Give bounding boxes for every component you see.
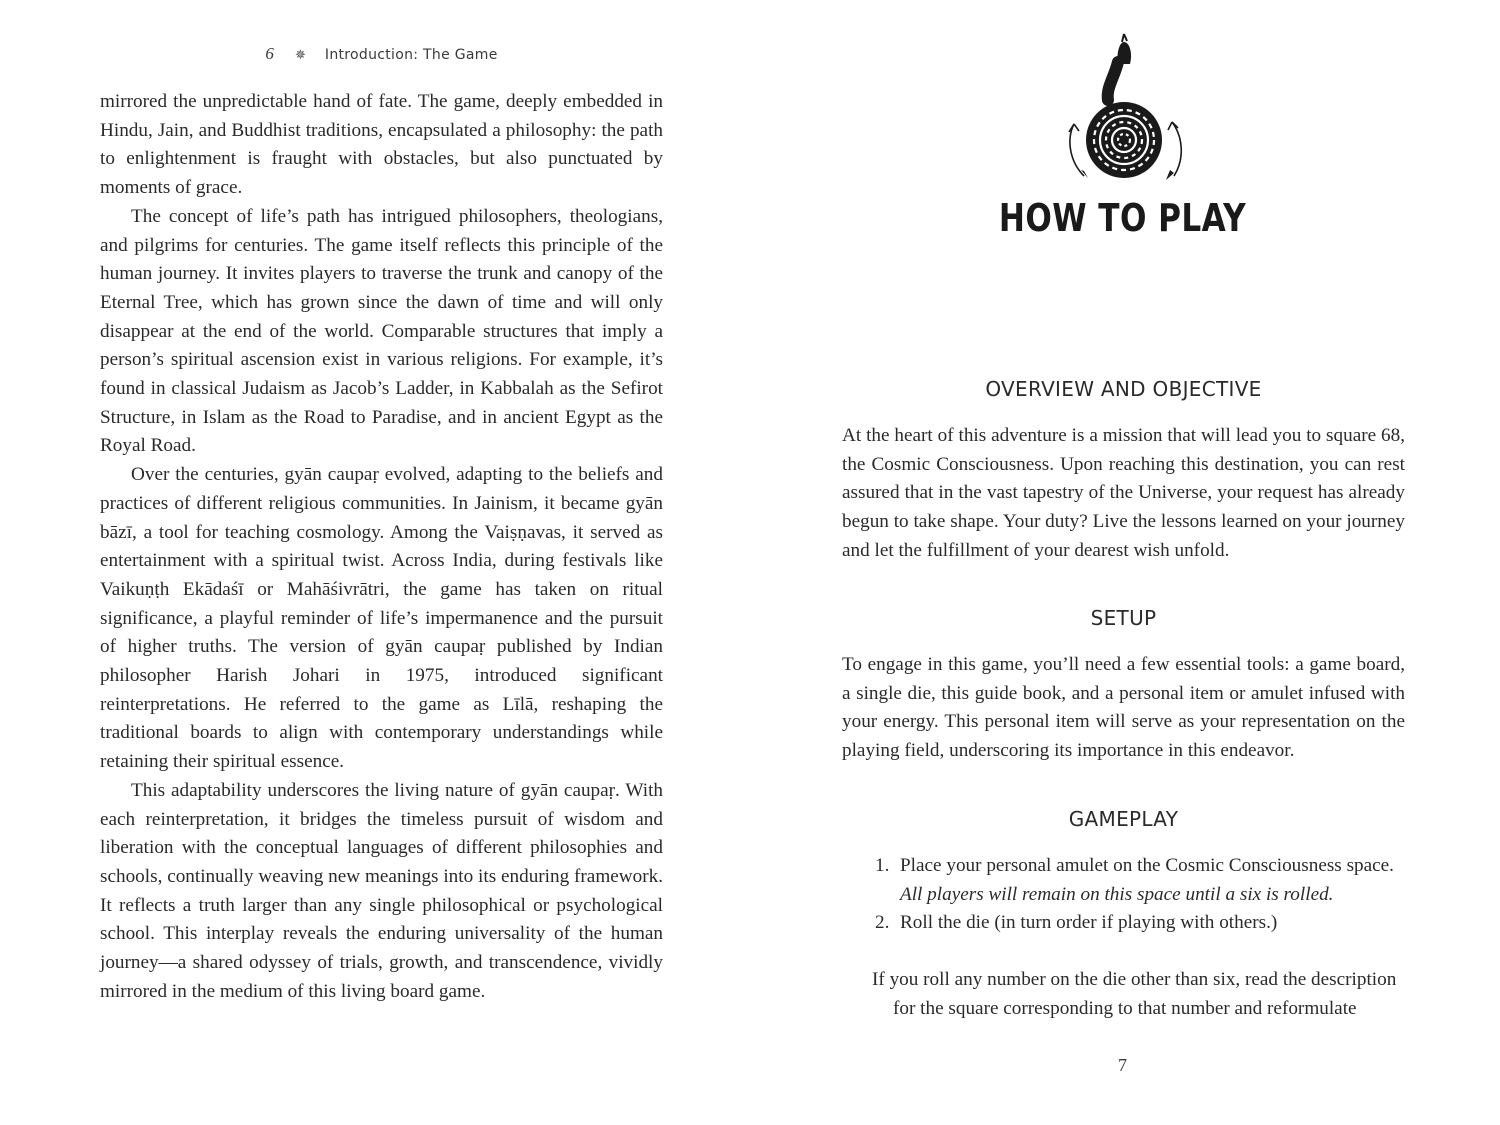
list-item <box>842 909 1405 938</box>
page-number-left: 6 <box>265 44 275 63</box>
paragraph: This adaptability underscores the living nature of gyān caupaṛ. With each reinterpretation, it bridges the timeless pursuit of wisdom and liberation with the conceptual languages of different philosophies and schools, continually weaving new meanings into its enduring framework. It reflects a truth larger than any single philosophical or psychological school. This interplay reveals the enduring universality of the human journey—a shared odyssey of trials, growth, and transcendence, vividly mirrored in the medium of this living board game. <box>100 779 663 1002</box>
paragraph: Over the centuries, gyān caupaṛ evolved, adapting to the beliefs and practices of different religious communities. In Jainism, it became gyān bāzī, a tool for teaching cosmology. Among the Vaiṣṇavas, it served as entertainment with a spiritual twist. Across India, during festivals like Vaikuṇṭh Ekādaśī or Mahāśivrātri, the game has taken on ritual significance, a playful reminder of life’s impermanence and the pursuit of higher truths. The version of gyān caupaṛ published by Indian philosopher Harish Johari in 1975, introduced significant reinterpretations. He referred to the game as Līlā, reshaping the traditional boards to align with contemporary understandings while retaining their spiritual essence. <box>100 464 663 773</box>
list-item <box>842 852 1405 909</box>
step-note: All players will remain on this space until a six is rolled. <box>900 883 1334 905</box>
gameplay-rule-paragraph <box>872 966 1405 1023</box>
running-head <box>100 44 663 64</box>
step-text: Place your personal amulet on the Cosmic Consciousness space. <box>900 855 1394 876</box>
section-heading-overview: OVERVIEW AND OBJECTIVE <box>985 377 1262 401</box>
body-text <box>100 88 663 1007</box>
page-number-right: 7 <box>1118 1055 1127 1075</box>
chapter-title: HOW TO PLAY <box>998 196 1247 240</box>
section-heading-setup: SETUP <box>1090 606 1157 630</box>
overview-paragraph: At the heart of this adventure is a mission that will lead you to square 68, the Cosmic Consciousness. Upon reaching this destination, you can rest assured that in the vast tapestry of the Universe, your request has already begun to take shape. Your duty? Live the lessons learned on your journey and let the fulfillment of your dearest wish unfold. <box>842 425 1405 561</box>
step-number: 1. <box>875 855 890 876</box>
right-page <box>750 0 1500 1125</box>
step-text: Roll the die (in turn order if playing with others.) <box>900 912 1278 934</box>
rule-continuation: for the square corresponding to that number and reformulate <box>893 997 1357 1019</box>
coiled-snake-icon <box>1062 30 1186 186</box>
gameplay-steps <box>842 852 1405 938</box>
paragraph: The concept of life’s path has intrigued philosophers, theologians, and pilgrims for centuries. The game itself reflects this principle of the human journey. It invites players to traverse the trunk and canopy of the Eternal Tree, which has grown since the dawn of time and will only disappear at the end of the world. Comparable structures that imply a person’s spiritual ascension exist in various religions. For example, it’s found in classical Judaism as Jacob’s Ladder, in Kabbalah as the Sefirot Structure, in Islam as the Road to Paradise, and in ancient Egypt as the Royal Road. <box>100 205 663 457</box>
paragraph: mirrored the unpredictable hand of fate. The game, deeply embedded in Hindu, Jain, and Buddhist traditions, encapsulated a philosophy: the path to enlightenment is fraught with obstacles, but also punctuated by moments of grace. <box>100 91 663 199</box>
star-ornament-icon: ✵ <box>294 48 307 63</box>
rule-first-line: If you roll any number on the die other than six, read the description <box>872 969 1397 990</box>
step-number: 2. <box>875 912 890 934</box>
running-head-section: Introduction: The Game <box>324 47 498 63</box>
setup-paragraph: To engage in this game, you’ll need a few essential tools: a game board, a single die, this guide book, and a personal item or amulet infused with your energy. This personal item will serve as your representation on the playing field, underscoring its importance in this endeavor. <box>842 654 1405 762</box>
section-heading-gameplay: GAMEPLAY <box>1068 807 1179 831</box>
